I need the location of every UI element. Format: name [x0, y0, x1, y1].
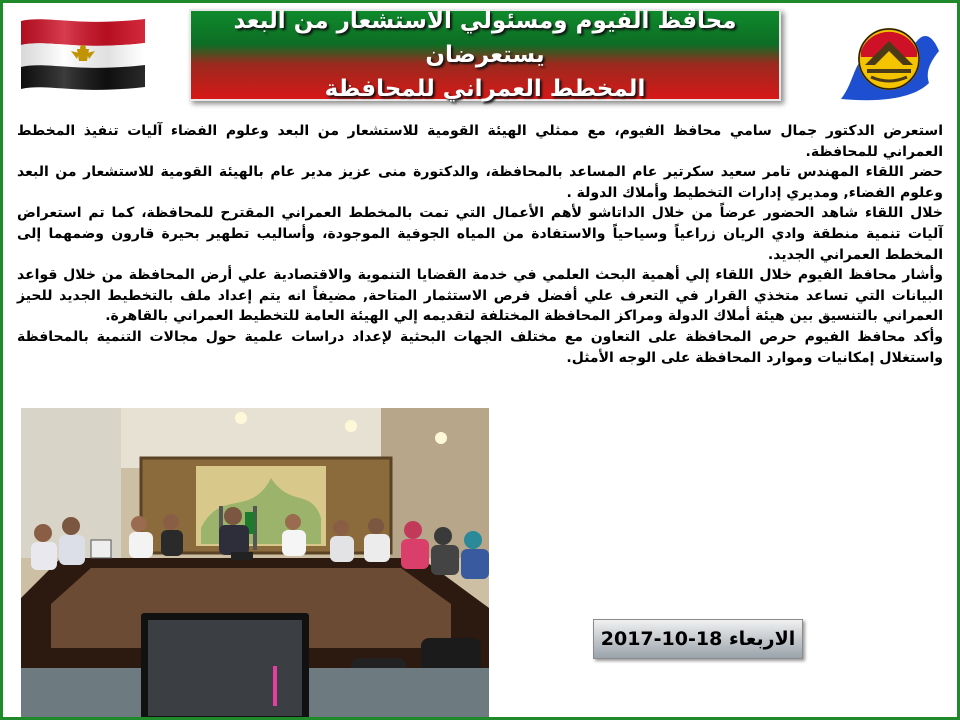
article-paragraph: وأكد محافظ الفيوم حرص المحافظة على التعاون مع مختلف الجهات البحثية لإعداد دراسات علمية حول مجالات التنمية بالمحافظة واستغلال إمكانيات وموارد المحافظة على الوجه الأمثل.	[17, 328, 943, 366]
date-badge: الاربعاء 18-10-2017	[593, 619, 803, 659]
article-paragraph: حضر اللقاء المهندس تامر سعيد سكرتير عام المساعد بالمحافظة، والدكتورة منى عزيز مدير عام بالهيئة القومية للاستشعار من البعد وعلوم الفضاء, ومديري إدارات التخطيط وأملاك الدولة .	[17, 164, 943, 201]
title-line-1: محافظ الفيوم ومسئولي الاستشعار من البعد يستعرضان	[233, 8, 737, 68]
article-body	[17, 121, 943, 368]
page-title	[189, 9, 781, 101]
article-paragraph: استعرض الدكتور جمال سامي محافظ الفيوم، مع ممثلي الهيئة القومية للاستشعار من البعد وعلوم الفضاء آليات تنفيذ المخطط العمراني للمحافظة.	[17, 123, 943, 160]
meeting-photo	[21, 408, 489, 720]
title-line-2: المخطط العمراني للمحافظة	[324, 76, 646, 102]
article-paragraph: خلال اللقاء شاهد الحضور عرضاً من خلال الداتاشو لأهم الأعمال التي تمت بالمخطط العمراني المقترح للمحافظة، كما تم استعراض آليات تنمية منطقة وادي الريان زراعياً وسياحياً والاستفادة من المياه الجوفية الموجودة، وأساليب تطهير بحيرة قارون وضمهما إلى المخطط العمراني الجديد.	[17, 205, 943, 263]
egypt-flag-icon	[17, 15, 149, 91]
fayoum-governorate-logo	[835, 11, 943, 107]
article-paragraph: وأشار محافظ الفيوم خلال اللقاء إلي أهمية البحث العلمي في خدمة القضايا التنموية والاقتصادية علي أرض المحافظة من خلال قواعد البيانات التي تساعد متخذي القرار في التعرف علي أفضل فرص الاستثمار المتاحة, مضيفاً انه يتم إعداد ملف بالتخطيط الجديد للحيز العمراني بالتنسيق بين هيئة أملاك الدولة ومراكز المحافظة المختلفة لتقديمه إلي الهيئة العامة للتخطيط العمراني بالقاهرة.	[17, 267, 943, 325]
